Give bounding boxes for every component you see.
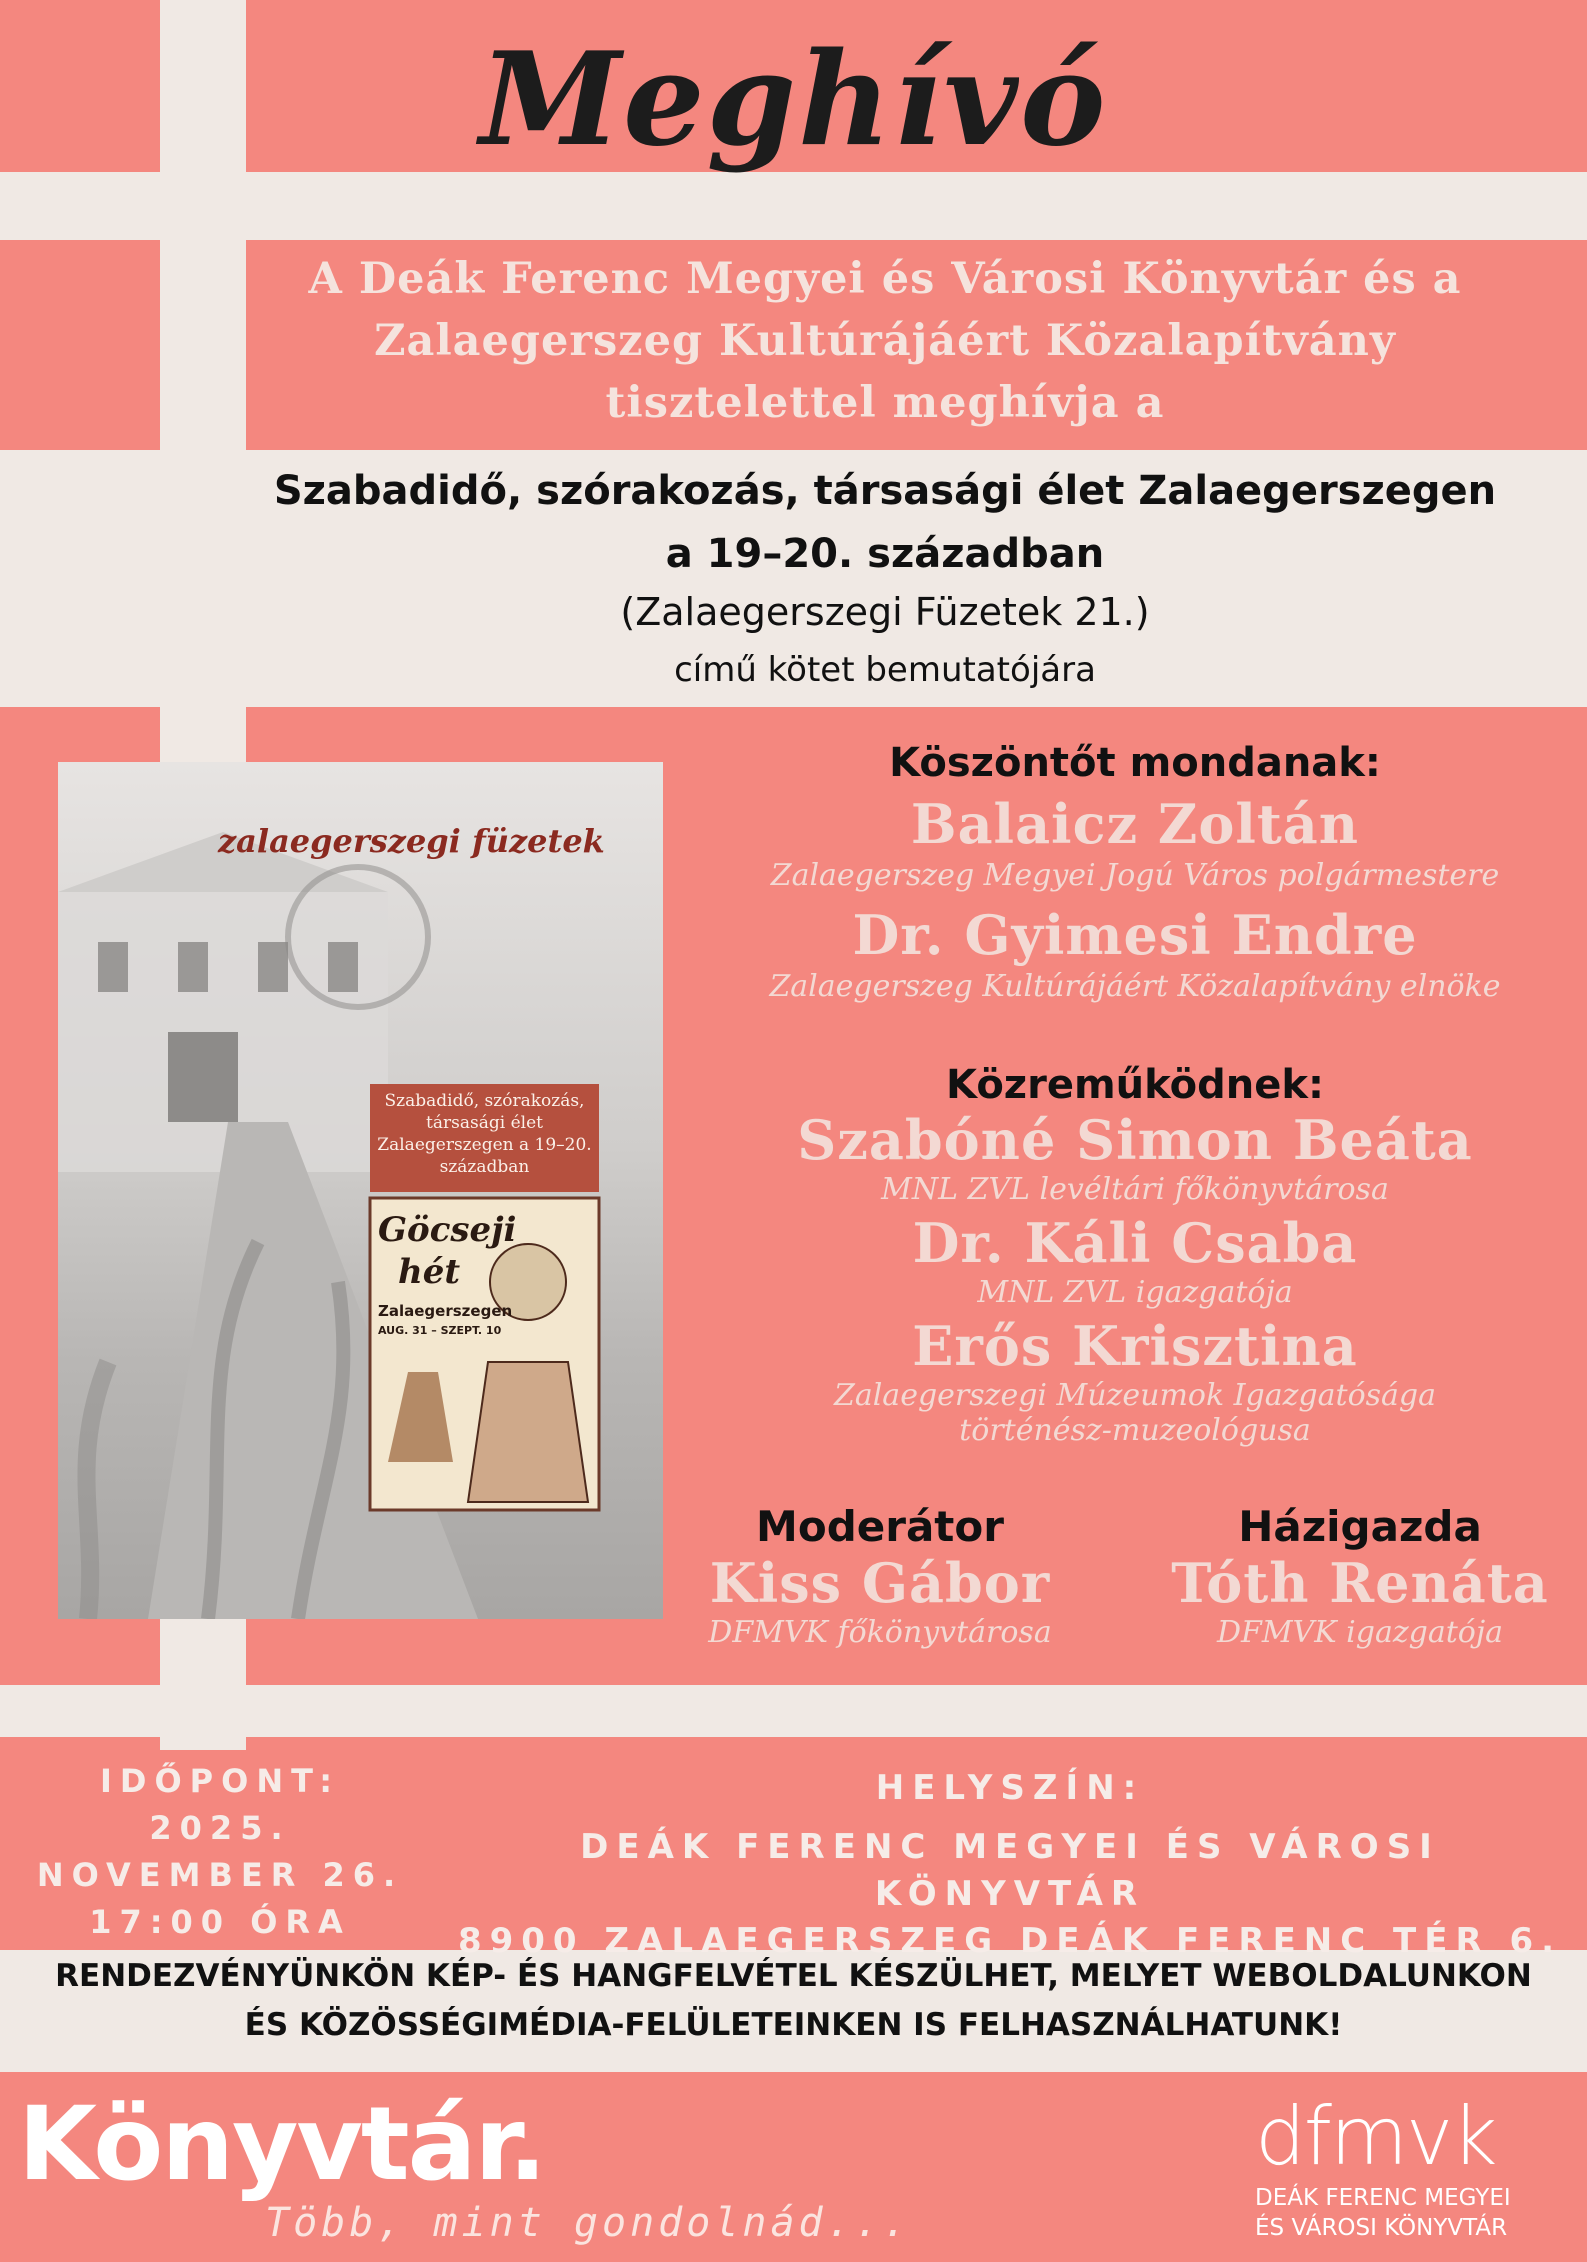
bg-intro-salmon-left <box>0 240 160 450</box>
contributor-role-1: MNL ZVL levéltári főkönyvtárosa <box>881 1172 1389 1207</box>
intro-text <box>250 248 1520 434</box>
cover-poster-title-1: Göcseji <box>378 1210 517 1250</box>
bg-band-bottom <box>0 1685 1587 1737</box>
dfmvk-logo-subtitle <box>1255 2183 1511 2243</box>
cover-poster-city: Zalaegerszegen <box>378 1302 513 1320</box>
speaker-role-1: Zalaegerszeg Megyei Jogú Város polgármestere <box>770 858 1500 893</box>
contributor-role-3b: történész-muzeológusa <box>959 1413 1311 1448</box>
intro-line-2: Zalaegerszeg Kultúrájáért Közalapítvány <box>374 316 1396 366</box>
contributors-section <box>690 1062 1580 1448</box>
venue-name: DEÁK FERENC MEGYEI ÉS VÁROSI KÖNYVTÁR <box>580 1827 1440 1914</box>
intro-line-1: A Deák Ferenc Megyei és Városi Könyvtár és a <box>308 254 1462 304</box>
cover-series-title: zalaegerszegi füzetek <box>218 822 605 860</box>
page-title: Meghívó <box>479 25 1108 175</box>
speaker-role-2: Zalaegerszeg Kultúrájáért Közalapítvány elnöke <box>769 969 1501 1004</box>
time-date: NOVEMBER 26. <box>36 1856 404 1894</box>
contributor-name-1: Szabóné Simon Beáta <box>797 1108 1473 1172</box>
venue-block <box>440 1765 1580 1965</box>
dfmvk-sub-line-2: ÉS VÁROSI KÖNYVTÁR <box>1255 2215 1508 2241</box>
time-year: 2025. <box>149 1809 291 1847</box>
venue-address: 8900 ZALAEGERSZEG DEÁK FERENC TÉR 6. <box>457 1921 1563 1961</box>
greeting-section <box>690 740 1580 1004</box>
notice-line-2: ÉS KÖZÖSSÉGIMÉDIA-FELÜLETEINKEN IS FELHASZNÁLHATUNK! <box>244 2007 1343 2043</box>
book-cover-image <box>58 762 663 1619</box>
dfmvk-logo: dfmvk <box>1255 2090 1496 2183</box>
time-hour: 17:00 ÓRA <box>89 1903 351 1941</box>
cover-box-text: Szabadidő, szórakozás, társasági élet Zalaegerszegen a 19–20. században <box>377 1091 592 1177</box>
moderator-name: Kiss Gábor <box>709 1551 1051 1615</box>
book-series: (Zalaegerszegi Füzetek 21.) <box>620 590 1150 634</box>
greeting-heading: Köszöntőt mondanak: <box>889 740 1381 786</box>
book-title-line-2: a 19–20. században <box>665 531 1105 577</box>
time-label: IDŐPONT: <box>100 1762 340 1800</box>
venue-label: HELYSZÍN: <box>875 1768 1145 1808</box>
speaker-name-1: Balaicz Zoltán <box>910 792 1360 856</box>
contributor-name-2: Dr. Káli Csaba <box>912 1211 1358 1275</box>
host-section <box>1140 1502 1580 1650</box>
contributor-role-2: MNL ZVL igazgatója <box>977 1275 1293 1310</box>
cover-poster-title-2: hét <box>398 1252 461 1292</box>
host-heading: Házigazda <box>1238 1502 1482 1551</box>
cover-illustration <box>58 762 663 1619</box>
contributors-heading: Közreműködnek: <box>946 1062 1324 1108</box>
host-name: Tóth Renáta <box>1171 1551 1549 1615</box>
speaker-name-2: Dr. Gyimesi Endre <box>852 903 1418 967</box>
contributor-name-3: Erős Krisztina <box>912 1314 1358 1378</box>
book-suffix: című kötet bemutatójára <box>674 650 1096 690</box>
cover-poster-dates: AUG. 31 – SZEPT. 10 <box>378 1324 502 1337</box>
moderator-section <box>660 1502 1100 1650</box>
recording-notice <box>0 1952 1587 2050</box>
moderator-heading: Moderátor <box>756 1502 1004 1551</box>
host-role: DFMVK igazgatója <box>1216 1615 1504 1650</box>
konyvtar-logo: Könyvtár. <box>18 2085 546 2204</box>
tagline: Több, mint gondolnád... <box>265 2200 911 2246</box>
book-title <box>240 460 1530 586</box>
dfmvk-sub-line-1: DEÁK FERENC MEGYEI <box>1255 2185 1511 2211</box>
notice-line-1: RENDEZVÉNYÜNKÖN KÉP- ÉS HANGFELVÉTEL KÉSZÜLHET, MELYET WEBOLDALUNKON <box>55 1958 1532 1994</box>
time-block <box>30 1758 410 1946</box>
moderator-role: DFMVK főkönyvtárosa <box>708 1615 1052 1650</box>
book-title-line-1: Szabadidő, szórakozás, társasági élet Zalaegerszegen <box>273 468 1497 514</box>
intro-line-3: tisztelettel meghívja a <box>605 378 1165 428</box>
contributor-role-3a: Zalaegerszegi Múzeumok Igazgatósága <box>833 1378 1437 1413</box>
